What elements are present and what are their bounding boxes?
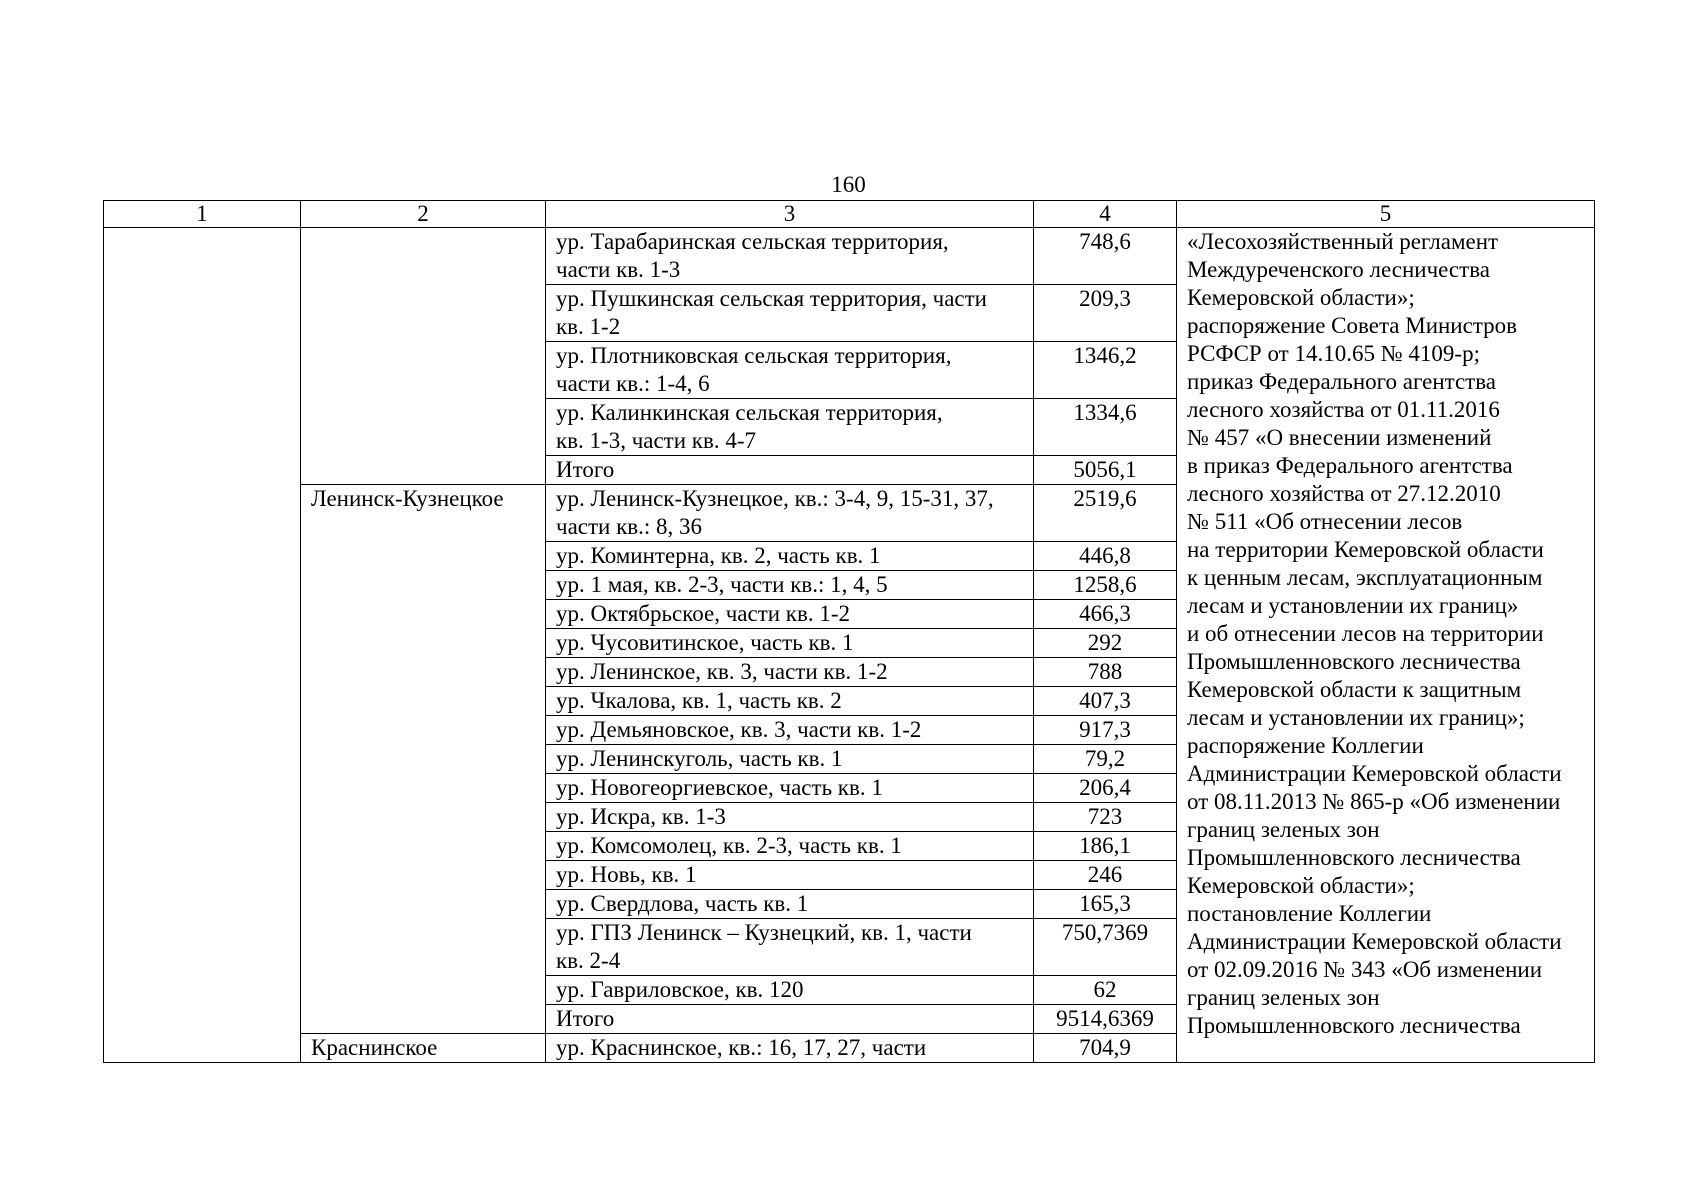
value-cell: 1334,6: [1034, 399, 1177, 456]
area-text: ур. Коминтерна, кв. 2, часть кв. 1: [556, 543, 881, 568]
legal-text-line: № 457 «О внесении изменений: [1187, 425, 1492, 450]
area-cell: [546, 571, 1034, 600]
area-cell: [546, 976, 1034, 1005]
area-cell: [546, 803, 1034, 832]
area-text: ур. Свердлова, часть кв. 1: [556, 891, 809, 916]
area-text: Итого: [556, 1006, 615, 1031]
value-cell: 186,1: [1034, 832, 1177, 861]
legal-text-line: «Лесохозяйственный регламент: [1187, 229, 1499, 254]
district-cell: Ленинск-Кузнецкое: [301, 485, 546, 1034]
area-text: ур. Ленинское, кв. 3, части кв. 1-2: [556, 659, 888, 684]
value-cell: 5056,1: [1034, 456, 1177, 485]
legal-text-line: Промышленновского лесничества: [1187, 649, 1521, 674]
area-cell: [546, 716, 1034, 745]
value-cell: 788: [1034, 658, 1177, 687]
area-text: ур. Пушкинская сельская территория, части: [556, 286, 987, 311]
value-cell: 1346,2: [1034, 342, 1177, 399]
legal-text-line: Кемеровской области к защитным: [1187, 677, 1522, 702]
legal-text-line: и об отнесении лесов на территории: [1187, 621, 1544, 646]
legal-text-line: от 08.11.2013 № 865-р «Об изменении: [1187, 789, 1561, 814]
legal-text-line: лесного хозяйства от 27.12.2010: [1187, 481, 1501, 506]
area-text: ур. Ленинск-Кузнецкое, кв.: 3-4, 9, 15-31, 37,: [556, 486, 994, 511]
legal-text-line: в приказ Федерального агентства: [1187, 453, 1513, 478]
area-cell: [546, 774, 1034, 803]
value-cell: 209,3: [1034, 285, 1177, 342]
legal-text-line: на территории Кемеровской области: [1187, 537, 1544, 562]
area-cell: [546, 600, 1034, 629]
legal-basis-cell: [1177, 228, 1595, 1063]
area-text: ур. Тарабаринская сельская территория,: [556, 229, 949, 254]
legal-text-line: Администрации Кемеровской области: [1187, 761, 1562, 786]
area-cell: [546, 629, 1034, 658]
area-cell: [546, 285, 1034, 342]
column-header-4: 4: [1034, 201, 1177, 228]
area-text: части кв. 1-3: [556, 257, 681, 282]
legal-text-line: лесам и установлении их границ»;: [1187, 705, 1525, 730]
area-text: ур. Чусовитинское, часть кв. 1: [556, 630, 854, 655]
area-cell: [546, 745, 1034, 774]
legal-text-line: Междуреченского лесничества: [1187, 257, 1490, 282]
area-text: ур. Ленинскуголь, часть кв. 1: [556, 746, 843, 771]
area-cell: [546, 658, 1034, 687]
legal-text-line: границ зеленых зон: [1187, 817, 1380, 842]
area-text: ур. ГПЗ Ленинск – Кузнецкий, кв. 1, части: [556, 920, 972, 945]
legal-text-line: от 02.09.2016 № 343 «Об изменении: [1187, 957, 1543, 982]
area-cell: [546, 832, 1034, 861]
area-text: кв. 1-3, части кв. 4-7: [556, 428, 756, 453]
area-text: ур. Гавриловское, кв. 120: [556, 977, 804, 1002]
legal-text-line: распоряжение Коллегии: [1187, 733, 1424, 758]
legal-text-line: Промышленновского лесничества: [1187, 1013, 1521, 1038]
column-header-3: 3: [546, 201, 1034, 228]
area-text: ур. Демьяновское, кв. 3, части кв. 1-2: [556, 717, 922, 742]
area-cell: [546, 485, 1034, 542]
district-cell: [301, 228, 546, 485]
area-text: ур. Краснинское, кв.: 16, 17, 27, части: [556, 1035, 927, 1060]
value-cell: 79,2: [1034, 745, 1177, 774]
area-cell: [546, 1034, 1034, 1063]
legal-text-line: № 511 «Об отнесении лесов: [1187, 509, 1463, 534]
area-cell: [546, 456, 1034, 485]
area-text: ур. Плотниковская сельская территория,: [556, 343, 952, 368]
value-cell: 407,3: [1034, 687, 1177, 716]
column-header-2: 2: [301, 201, 546, 228]
value-cell: 446,8: [1034, 542, 1177, 571]
value-cell: 206,4: [1034, 774, 1177, 803]
legal-text-line: приказ Федерального агентства: [1187, 369, 1496, 394]
value-cell: 9514,6369: [1034, 1005, 1177, 1034]
table-row: [104, 228, 1595, 285]
area-text: части кв.: 8, 36: [556, 514, 703, 539]
value-cell: 165,3: [1034, 890, 1177, 919]
area-text: ур. Новь, кв. 1: [556, 862, 697, 887]
area-text: ур. Комсомолец, кв. 2-3, часть кв. 1: [556, 833, 902, 858]
column-header-5: 5: [1177, 201, 1595, 228]
area-cell: [546, 890, 1034, 919]
legal-text-line: к ценным лесам, эксплуатационным: [1187, 565, 1543, 590]
value-cell: 750,7369: [1034, 919, 1177, 976]
area-cell: [546, 861, 1034, 890]
area-text: части кв.: 1-4, 6: [556, 371, 710, 396]
area-text: ур. Чкалова, кв. 1, часть кв. 2: [556, 688, 842, 713]
area-text: ур. Искра, кв. 1-3: [556, 804, 726, 829]
legal-text-line: Промышленновского лесничества: [1187, 845, 1521, 870]
legal-text-line: Кемеровской области»;: [1187, 873, 1415, 898]
area-cell: [546, 342, 1034, 399]
value-cell: 292: [1034, 629, 1177, 658]
area-text: кв. 1-2: [556, 314, 621, 339]
legal-text-line: постановление Коллегии: [1187, 901, 1432, 926]
value-cell: 917,3: [1034, 716, 1177, 745]
area-text: Итого: [556, 457, 615, 482]
area-text: ур. Калинкинская сельская территория,: [556, 400, 943, 425]
page-number: 160: [831, 172, 866, 197]
value-cell: 466,3: [1034, 600, 1177, 629]
value-cell: 1258,6: [1034, 571, 1177, 600]
value-cell: 62: [1034, 976, 1177, 1005]
area-text: ур. Октябрьское, части кв. 1-2: [556, 601, 850, 626]
legal-text-line: лесного хозяйства от 01.11.2016: [1187, 397, 1500, 422]
legal-text-line: РСФСР от 14.10.65 № 4109-р;: [1187, 341, 1480, 366]
area-text: ур. Новогеоргиевское, часть кв. 1: [556, 775, 883, 800]
area-cell: [546, 919, 1034, 976]
area-cell: [546, 399, 1034, 456]
value-cell: 723: [1034, 803, 1177, 832]
area-cell: [546, 1005, 1034, 1034]
col1-cell: [104, 228, 301, 1063]
legal-text-line: Администрации Кемеровской области: [1187, 929, 1562, 954]
district-cell: Краснинское: [301, 1034, 546, 1063]
header-row: [104, 201, 1595, 228]
legal-text-line: распоряжение Совета Министров: [1187, 313, 1518, 338]
value-cell: 748,6: [1034, 228, 1177, 285]
table-body: [104, 201, 1595, 1063]
area-cell: [546, 542, 1034, 571]
value-cell: 246: [1034, 861, 1177, 890]
legal-text-line: Кемеровской области»;: [1187, 285, 1415, 310]
area-cell: [546, 687, 1034, 716]
area-cell: [546, 228, 1034, 285]
value-cell: 704,9: [1034, 1034, 1177, 1063]
area-text: кв. 2-4: [556, 948, 621, 973]
area-text: ур. 1 мая, кв. 2-3, части кв.: 1, 4, 5: [556, 572, 888, 597]
legal-text-line: лесам и установлении их границ»: [1187, 593, 1519, 618]
forest-table: [103, 200, 1595, 1063]
value-cell: 2519,6: [1034, 485, 1177, 542]
legal-text-line: границ зеленых зон: [1187, 985, 1380, 1010]
column-header-1: 1: [104, 201, 301, 228]
